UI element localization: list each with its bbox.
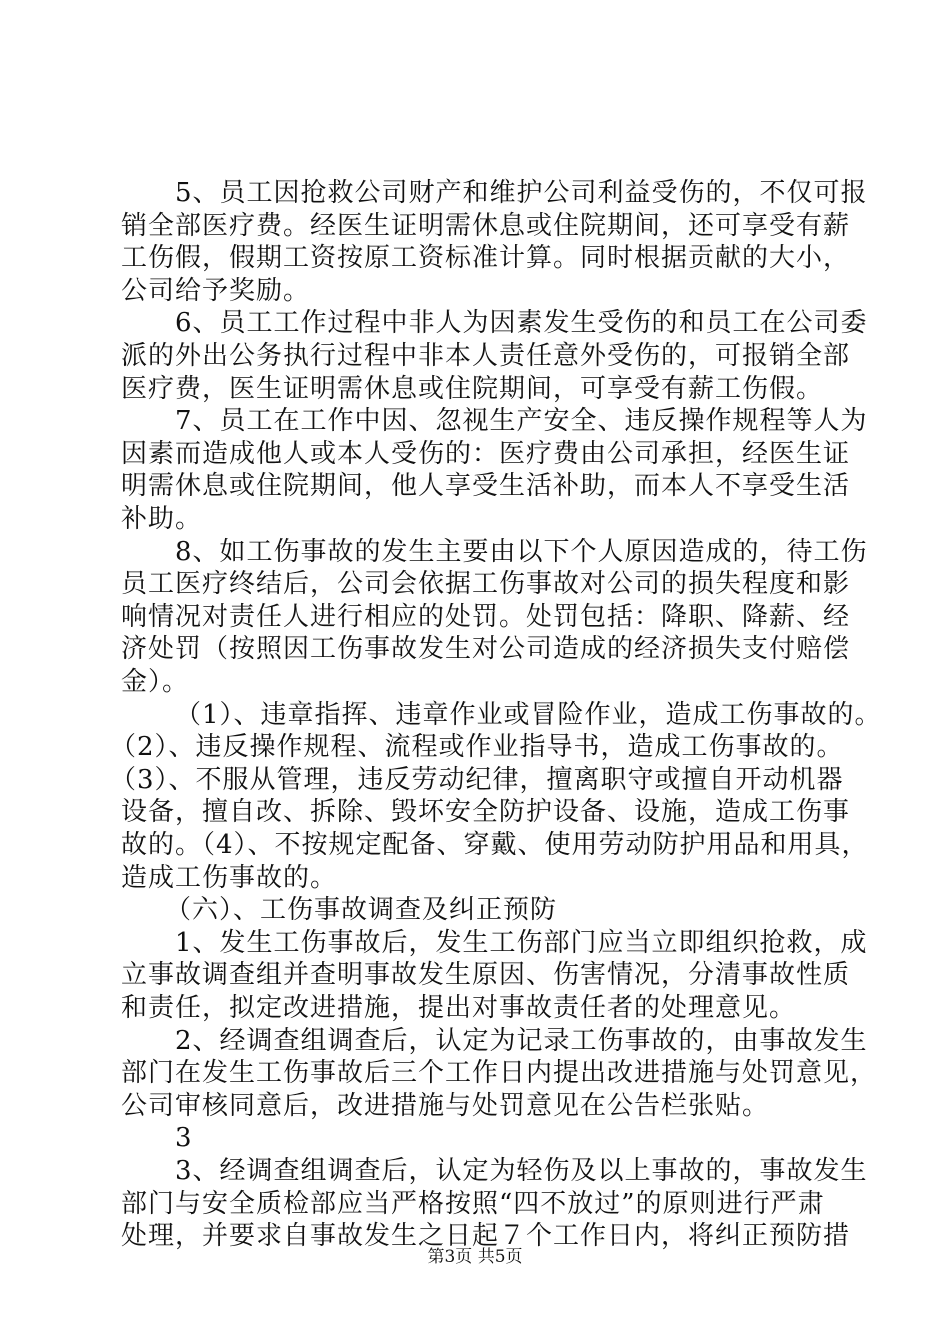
text-line: 响情况对责任人进行相应的处罚。处罚包括：降职、降薪、经 — [121, 601, 851, 632]
page-footer: 第3页 共5页 — [427, 1247, 523, 1267]
text-line: 员工医疗终结后，公司会依据工伤事故对公司的损失程度和影 — [121, 569, 851, 600]
text-line: 明需休息或住院期间，他人享受生活补助，而本人不享受生活 — [121, 471, 851, 502]
text-line: 2、经调查组调查后，认定为记录工伤事故的，由事故发生 — [175, 1025, 868, 1056]
text-line: 设备，擅自改、拆除、毁坏安全防护设备、设施，造成工伤事 — [121, 797, 851, 828]
text-line: 立事故调查组并查明事故发生原因、伤害情况，分清事故性质 — [121, 960, 851, 991]
text-line: （3）、不服从管理，违反劳动纪律，擅离职守或擅自开动机器 — [110, 764, 844, 795]
text-line: 销全部医疗费。经医生证明需休息或住院期间，还可享受有薪 — [121, 210, 851, 241]
text-line: 3、经调查组调查后，认定为轻伤及以上事故的，事故发生 — [175, 1156, 868, 1186]
text-line: 医疗费，医生证明需休息或住院期间，可享受有薪工伤假。 — [121, 373, 824, 404]
text-line: 部门与安全质检部应当严格按照“四不放过”的原则进行严肃 — [121, 1188, 825, 1219]
text-line: 公司给予奖励。 — [121, 275, 311, 306]
text-line: 7、员工在工作中因、忽视生产安全、违反操作规程等人为 — [175, 406, 868, 437]
text-line: 公司审核同意后，改进措施与处罚意见在公告栏张贴。 — [121, 1090, 770, 1121]
text-line: 因素而造成他人或本人受伤的：医疗费由公司承担，经医生证 — [121, 438, 851, 469]
text-line: 济处罚（按照因工伤事故发生对公司造成的经济损失支付赔偿 — [121, 634, 851, 665]
text-line: 和责任，拟定改进措施，提出对事故责任者的处理意见。 — [121, 993, 797, 1023]
stray-page-number: 3 — [175, 1123, 193, 1154]
text-line: 1、发生工伤事故后，发生工伤部门应当立即组织抢救，成 — [175, 927, 868, 958]
text-line: 补助。 — [121, 504, 203, 534]
section-heading: （六）、工伤事故调查及纠正预防 — [165, 895, 558, 926]
text-line: 故的。（4）、不按规定配备、穿戴、使用劳动防护用品和用具， — [121, 830, 869, 860]
text-line: 8、如工伤事故的发生主要由以下个人原因造成的，待工伤 — [175, 536, 868, 567]
text-line: 工伤假，假期工资按原工资标准计算。同时根据贡献的大小， — [121, 243, 851, 274]
text-line: 造成工伤事故的。 — [121, 862, 338, 893]
text-line: （2）、违反操作规程、流程或作业指导书，造成工伤事故的。 — [110, 732, 844, 763]
text-line: 6、员工工作过程中非人为因素发生受伤的和员工在公司委 — [175, 308, 868, 339]
text-line: 处理，并要求自事故发生之日起７个工作日内，将纠正预防措 — [121, 1221, 851, 1252]
text-line: 金）。 — [121, 667, 190, 697]
text-line: 派的外出公务执行过程中非本人责任意外受伤的，可报销全部 — [121, 341, 851, 371]
text-line: 5、员工因抢救公司财产和维护公司利益受伤的，不仅可报 — [175, 178, 868, 208]
text-line: 部门在发生工伤事故后三个工作日内提出改进措施与处罚意见， — [121, 1058, 878, 1089]
text-line: （1）、违章指挥、违章作业或冒险作业，造成工伤事故的。 — [175, 699, 882, 730]
